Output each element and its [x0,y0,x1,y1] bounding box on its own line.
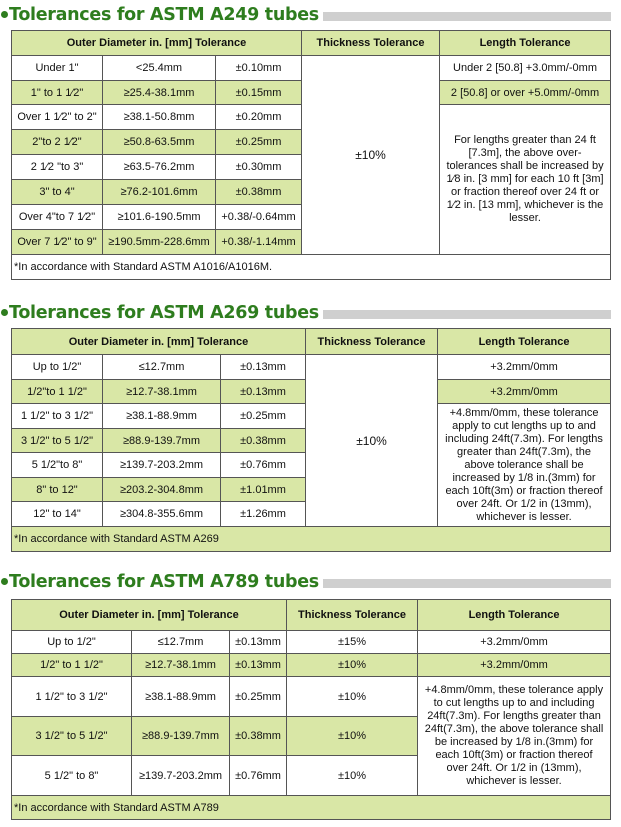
a789-row-thickness: ±10% [287,717,418,756]
a789-length-1: +3.2mm/0mm [418,631,611,654]
a269-row-mm: ≥304.8-355.6mm [103,502,221,527]
a789-row-thickness: ±15% [287,631,418,654]
a789-row-thickness: ±10% [287,654,418,677]
a249-row-tol: +0.38/-1.14mm [216,230,302,255]
a269-thickness-value: ±10% [306,355,438,527]
a249-row-mm: ≥76.2-101.6mm [103,180,216,205]
a249-header-length: Length Tolerance [440,31,611,56]
a269-length-1: +3.2mm/0mm [438,355,611,380]
a269-heading [0,302,621,324]
a789-row-tol: ±0.25mm [230,677,287,717]
a789-row-thickness: ±10% [287,677,418,717]
a789-row-mm: ≥88.9-139.7mm [132,717,230,756]
a789-row-mm: ≥38.1-88.9mm [132,677,230,717]
a789-header-od: Outer Diameter in. [mm] Tolerance [12,600,287,631]
bullet-icon [1,309,8,316]
a249-row-inch: 1" to 1 1⁄2" [12,81,103,105]
a249-length-2: 2 [50.8] or over +5.0mm/-0mm [440,81,611,105]
a249-row-mm: ≥38.1-50.8mm [103,105,216,130]
a269-row-inch: 12" to 14" [12,502,103,527]
a249-header-od: Outer Diameter in. [mm] Tolerance [12,31,302,56]
a269-row-tol: ±1.26mm [221,502,306,527]
a249-title: Tolerances for ASTM A249 tubes [9,5,319,25]
a249-row-mm: ≥101.6-190.5mm [103,205,216,230]
a249-table [11,30,611,280]
a789-note: *In accordance with Standard ASTM A789 [12,796,611,820]
a269-row-mm: ≥203.2-304.8mm [103,478,221,502]
a789-row-mm: ≤12.7mm [132,631,230,654]
a249-row-tol: ±0.20mm [216,105,302,130]
a269-row-tol: ±0.13mm [221,380,306,404]
heading-bar [323,310,611,319]
heading-bar [323,579,611,588]
bullet-icon [1,11,8,18]
a269-length-3: +4.8mm/0mm, these tolerance apply to cut lengths up to and including 24ft(7.3m). For lengths greater than 24ft(7.3m), the above tolerance shall be increased by 1/8 in.(3mm) for each 10ft(3m) or fraction thereof over 24ft. Or 1/2 in (13mm), whichever is lesser. [438,404,611,527]
a249-row-tol: ±0.10mm [216,56,302,81]
a249-row-tol: ±0.38mm [216,180,302,205]
a269-row-tol: ±1.01mm [221,478,306,502]
a269-title: Tolerances for ASTM A269 tubes [9,303,319,323]
a269-header-length: Length Tolerance [438,329,611,355]
a269-row-mm: ≤12.7mm [103,355,221,380]
a249-row-inch: Over 1 1⁄2" to 2" [12,105,103,130]
a249-row-inch: Over 4"to 7 1⁄2" [12,205,103,230]
a789-heading [0,571,621,593]
a269-row-inch: Up to 1/2" [12,355,103,380]
a789-row-inch: 3 1/2" to 5 1/2" [12,717,132,756]
a249-row-tol: ±0.30mm [216,155,302,180]
a249-length-3: For lengths greater than 24 ft [7.3m], the above over-tolerances shall be increased by 1⁄8 in. [3 mm] for each 10 ft [3m] or fraction thereof over 24 ft or 1⁄2 in. [13 mm], whichever is the lesser. [440,105,611,255]
a249-row-tol: +0.38/-0.64mm [216,205,302,230]
a789-row-tol: ±0.13mm [230,631,287,654]
a269-row-inch: 1/2"to 1 1/2" [12,380,103,404]
a789-row-tol: ±0.13mm [230,654,287,677]
a249-note: *In accordance with Standard ASTM A1016/A1016M. [12,255,611,280]
a269-row-tol: ±0.76mm [221,453,306,478]
a789-header-length: Length Tolerance [418,600,611,631]
a269-table [11,328,611,552]
a789-header-thickness: Thickness Tolerance [287,600,418,631]
a249-heading [0,4,621,26]
a789-length-3: +4.8mm/0mm, these tolerance apply to cut lengths up to and including 24ft(7.3m). For lengths greater than 24ft(7.3m), the above tolerance shall be increased by 1/8 in.(3mm) for each 10ft(3m) or fraction thereof over 24ft. Or 1/2 in (13mm), whichever is lesser. [418,677,611,796]
a249-row-mm: ≥63.5-76.2mm [103,155,216,180]
a269-row-inch: 1 1/2" to 3 1/2" [12,404,103,429]
a269-length-2: +3.2mm/0mm [438,380,611,404]
a249-header-thickness: Thickness Tolerance [302,31,440,56]
a249-row-tol: ±0.25mm [216,130,302,155]
a249-row-mm: ≥190.5mm-228.6mm [103,230,216,255]
a269-row-mm: ≥12.7-38.1mm [103,380,221,404]
a249-row-mm: ≥50.8-63.5mm [103,130,216,155]
a249-row-mm: ≥25.4-38.1mm [103,81,216,105]
a249-row-inch: 3" to 4" [12,180,103,205]
a269-row-mm: ≥38.1-88.9mm [103,404,221,429]
a789-row-inch: 5 1/2" to 8" [12,756,132,796]
a789-length-2: +3.2mm/0mm [418,654,611,677]
a789-row-tol: ±0.38mm [230,717,287,756]
a789-row-tol: ±0.76mm [230,756,287,796]
a269-row-inch: 5 1/2"to 8" [12,453,103,478]
a789-row-thickness: ±10% [287,756,418,796]
a249-row-inch: Over 7 1⁄2" to 9" [12,230,103,255]
a249-thickness-value: ±10% [302,56,440,255]
a269-row-tol: ±0.25mm [221,404,306,429]
bullet-icon [1,578,8,585]
heading-bar [323,12,611,21]
a269-header-od: Outer Diameter in. [mm] Tolerance [12,329,306,355]
a789-title: Tolerances for ASTM A789 tubes [9,572,319,592]
a269-row-inch: 8" to 12" [12,478,103,502]
a249-row-tol: ±0.15mm [216,81,302,105]
a789-table [11,599,611,820]
a249-length-1: Under 2 [50.8] +3.0mm/-0mm [440,56,611,81]
a249-row-inch: 2 1⁄2 "to 3" [12,155,103,180]
a269-note: *In accordance with Standard ASTM A269 [12,527,611,552]
a789-row-mm: ≥12.7-38.1mm [132,654,230,677]
a269-header-thickness: Thickness Tolerance [306,329,438,355]
a269-row-inch: 3 1/2" to 5 1/2" [12,429,103,453]
a249-row-inch: 2"to 2 1⁄2" [12,130,103,155]
a789-row-inch: 1 1/2" to 3 1/2" [12,677,132,717]
a789-row-mm: ≥139.7-203.2mm [132,756,230,796]
a269-row-tol: ±0.13mm [221,355,306,380]
a269-row-tol: ±0.38mm [221,429,306,453]
a269-row-mm: ≥88.9-139.7mm [103,429,221,453]
a789-row-inch: 1/2" to 1 1/2" [12,654,132,677]
a249-row-mm: <25.4mm [103,56,216,81]
a789-row-inch: Up to 1/2" [12,631,132,654]
a269-row-mm: ≥139.7-203.2mm [103,453,221,478]
a249-row-inch: Under 1" [12,56,103,81]
